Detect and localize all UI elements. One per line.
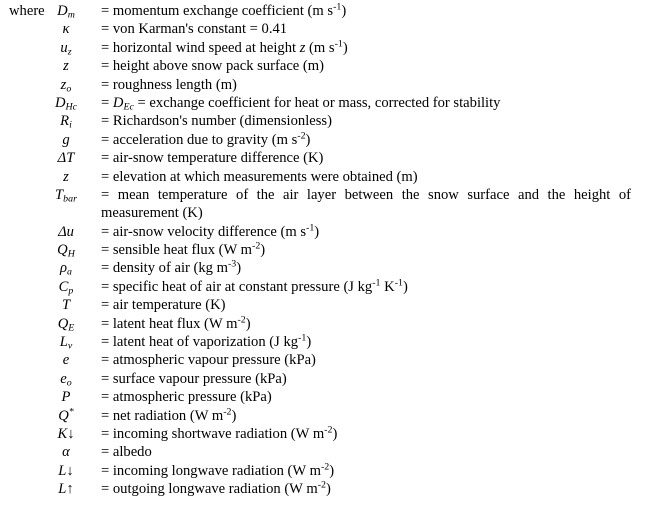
definition-row <box>0 296 667 314</box>
definition-text: = height above snow pack surface (m) <box>101 58 325 75</box>
definition-text: = density of air (kg $m^{-3}$) <box>101 259 242 277</box>
definition-row <box>0 57 667 75</box>
definition-row <box>0 112 667 130</box>
definition-text: = latent heat of vaporization (J $kg^{-1}$) <box>101 332 312 351</box>
definition-row <box>0 333 667 351</box>
definition-text: = atmospheric pressure (kPa) <box>101 389 272 406</box>
definition-row <box>0 39 667 57</box>
definition-text: = acceleration due to gravity (m $s^{-2}$) <box>101 130 311 148</box>
definition-text: = latent heat flux (W $m^{-2}$) <box>101 314 251 332</box>
symbol: e <box>62 352 70 369</box>
definition-text: = von Karman's constant = 0.41 <box>101 21 288 38</box>
symbol: L↓ <box>58 462 74 479</box>
symbol: g <box>62 131 70 148</box>
symbol: $R_i$ <box>60 113 72 131</box>
symbol: P <box>61 389 71 406</box>
definition-text: = incoming longwave radiation (W $m^{-2}$) <box>101 461 335 479</box>
symbol: K↓ <box>57 426 75 442</box>
definition-text: = net radiation (W $m^{-2}$) <box>101 406 237 424</box>
symbol: Q* <box>58 406 74 424</box>
symbol: $T_{bar}$ <box>55 186 77 205</box>
definition-row <box>0 149 667 167</box>
definition-text: = roughness length (m) <box>101 76 237 93</box>
definition-text: = sensible heat flux (W $m^{-2}$) <box>101 240 266 259</box>
symbol: Δu <box>58 223 74 240</box>
symbol: z <box>63 58 69 75</box>
definition-row <box>0 223 667 241</box>
symbol: $e_o$ <box>60 370 72 389</box>
symbol: $C_p$ <box>58 278 74 297</box>
symbol: z <box>63 168 69 185</box>
definition-row <box>0 186 667 223</box>
definition-row <box>0 168 667 186</box>
symbol: $\rho_a$ <box>60 260 72 278</box>
definition-row <box>0 278 667 296</box>
definition-text: = air-snow temperature difference (K) <box>101 150 324 167</box>
symbol: $u_z$ <box>60 39 72 58</box>
definition-text: = air-snow velocity difference (m $s^{-1}$) <box>101 222 320 240</box>
definition-row <box>0 76 667 94</box>
definition-row <box>0 443 667 461</box>
definition-text: = horizontal wind speed at height z (m $s^{-1}$) <box>101 38 348 56</box>
definition-row <box>0 351 667 369</box>
definition-text: = elevation at which measurements were obtained (m) <box>101 168 418 185</box>
definition-text: = atmospheric vapour pressure (kPa) <box>101 352 316 369</box>
definition-row <box>0 20 667 38</box>
symbol: $L_v$ <box>59 334 73 352</box>
definition-text: = Richardson's number (dimensionless) <box>101 113 332 130</box>
definition-row <box>0 388 667 406</box>
definition-row <box>0 241 667 259</box>
definition-row <box>0 425 667 443</box>
definition-text: = mean temperature of the air layer between the snow surface and the height of measurement (K) <box>101 186 631 222</box>
symbol: α <box>62 444 70 461</box>
definition-row <box>0 94 667 112</box>
symbol: ΔT <box>57 150 75 167</box>
definition-row <box>0 480 667 498</box>
symbol: L↑ <box>58 481 74 498</box>
symbol: κ <box>62 21 70 38</box>
definition-text: = momentum exchange coefficient (m $s^{-1}$) <box>101 1 347 19</box>
symbol: $D_m$ <box>57 3 75 21</box>
symbol-definitions-list <box>0 2 667 499</box>
symbol: $Q_H$ <box>57 242 75 260</box>
definition-row <box>0 370 667 388</box>
lead-word: where <box>9 3 45 19</box>
definition-row <box>0 462 667 480</box>
definition-text: = surface vapour pressure (kPa) <box>101 370 287 387</box>
symbol: $Q_E$ <box>57 315 75 334</box>
definition-text: = outgoing longwave radiation (W $m^{-2}$) <box>101 479 331 498</box>
definition-text: = albedo <box>101 444 152 461</box>
definition-row <box>0 131 667 149</box>
definition-text: = $D_{Ec}$ = exchange coefficient for heat or mass, corrected for stability <box>101 94 501 113</box>
definition-row <box>0 315 667 333</box>
definition-row <box>0 259 667 277</box>
symbol: $D_{Hc}$ <box>54 94 78 113</box>
definition-text: = air temperature (K) <box>101 297 226 314</box>
definition-row <box>0 407 667 425</box>
definition-text: = incoming shortwave radiation (W $m^{-2}$) <box>101 424 338 442</box>
symbol: $z_o$ <box>60 76 72 95</box>
definition-row <box>0 2 667 20</box>
definition-text: = specific heat of air at constant pressure (J $kg^{-1}$ $K^{-1}$) <box>101 277 408 295</box>
symbol: T <box>61 297 71 314</box>
